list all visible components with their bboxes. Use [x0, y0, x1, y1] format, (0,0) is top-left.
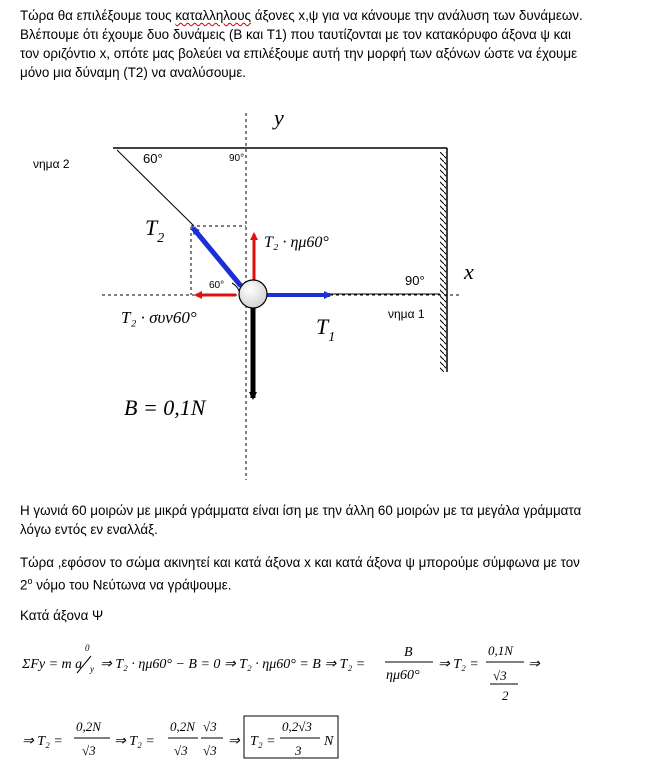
- svg-text:T₂ =: T₂ =: [250, 734, 276, 749]
- intro-line-4: μόνο μια δύναμη (Τ2) να αναλύσουμε.: [20, 65, 247, 80]
- svg-text:0: 0: [85, 643, 90, 653]
- string-1-label: νημα 1: [388, 307, 425, 321]
- angle-right-label: 90°: [405, 273, 425, 288]
- svg-text:B: B: [404, 645, 413, 660]
- svg-text:ΣFy = m a: ΣFy = m a: [22, 657, 83, 672]
- body-ball: [239, 280, 267, 308]
- t2-sin-label: T₂ · ημ60°: [264, 234, 329, 251]
- svg-text:√3: √3: [203, 719, 217, 734]
- angle-top-label: 60°: [143, 151, 163, 166]
- t1-label: $T_1$: [316, 314, 336, 345]
- svg-text:⇒: ⇒: [228, 734, 240, 749]
- body-paragraph-1: Η γωνιά 60 μοιρών με μικρά γράμματα είναι ίση με την άλλη 60 μοιρών με τα μεγάλα γράμματα λόγω εντός εν εναλλάξ.: [20, 503, 582, 537]
- svg-text:⇒: ⇒: [528, 657, 540, 672]
- svg-text:√3: √3: [174, 743, 188, 758]
- svg-text:3: 3: [295, 743, 302, 758]
- svg-text:0,2N: 0,2N: [170, 719, 195, 734]
- spellcheck-word[interactable]: καταλληλους: [175, 8, 251, 23]
- weight-label: B = 0,1N: [124, 395, 206, 420]
- t2-label: $T_2$: [145, 215, 165, 246]
- svg-text:⇒ T₂ =: ⇒ T₂ =: [114, 734, 155, 749]
- svg-text:y: y: [90, 664, 94, 674]
- svg-text:ημ60°: ημ60°: [386, 668, 420, 683]
- force-diagram: [0, 95, 661, 490]
- svg-text:⇒ T₂ =: ⇒ T₂ =: [22, 734, 63, 749]
- equation-line-2: [0, 708, 661, 760]
- intro-line-3: τον οριζόντιο x, οπότε μας βολεύει να επιλέξουμε αυτή την μορφή των αξόνων ώστε να έχουμε: [20, 46, 578, 61]
- svg-text:0,2N: 0,2N: [76, 719, 101, 734]
- svg-text:0,1N: 0,1N: [488, 643, 513, 658]
- angle-small-label: 60°: [209, 280, 225, 291]
- svg-text:√3: √3: [82, 743, 96, 758]
- intro-line-1: Τώρα θα επιλέξουμε τους καταλληλους άξονες x,ψ για να κάνουμε την ανάλυση των δυνάμεων.: [20, 8, 583, 23]
- svg-text:N: N: [324, 734, 334, 749]
- string-2-label: νημα 2: [33, 157, 70, 171]
- intro-paragraph: [20, 6, 646, 82]
- svg-text:√3: √3: [493, 668, 507, 683]
- intro-line-2: Βλέπουμε ότι έχουμε δυο δυνάμεις (Β και Τ1) που ταυτίζονται με τον κατακόρυφο άξονα ψ και: [20, 27, 571, 42]
- equation-line-1: [0, 636, 661, 708]
- y-axis-label: y: [274, 105, 284, 130]
- wall-hatch: [440, 152, 446, 372]
- svg-text:0,2√3: 0,2√3: [282, 719, 312, 734]
- t2-arrow: [193, 228, 241, 286]
- svg-text:2: 2: [502, 688, 509, 703]
- svg-text:⇒ T₂ · ημ60° − B = 0 ⇒ T₂ · ημ: ⇒ T₂ · ημ60° − B = 0 ⇒ T₂ · ημ60° = B ⇒ T₂ =: [100, 657, 366, 672]
- x-axis-label: x: [464, 259, 474, 284]
- angle-top-right-label: 90°: [229, 153, 245, 164]
- svg-text:⇒ T₂ =: ⇒ T₂ =: [438, 657, 479, 672]
- axis-heading: Κατά άξονα Ψ: [20, 608, 104, 623]
- t2-cos-label: T₂ · συν60°: [121, 308, 197, 327]
- svg-text:√3: √3: [203, 743, 217, 758]
- body-paragraph-2: Τώρα ,εφόσον το σώμα ακινητεί και κατά άξονα x και κατά άξονα ψ μπορούμε σύμφωνα με τον $2^o$ νόμο του Νεύτωνα να γράψουμε.: [20, 555, 580, 593]
